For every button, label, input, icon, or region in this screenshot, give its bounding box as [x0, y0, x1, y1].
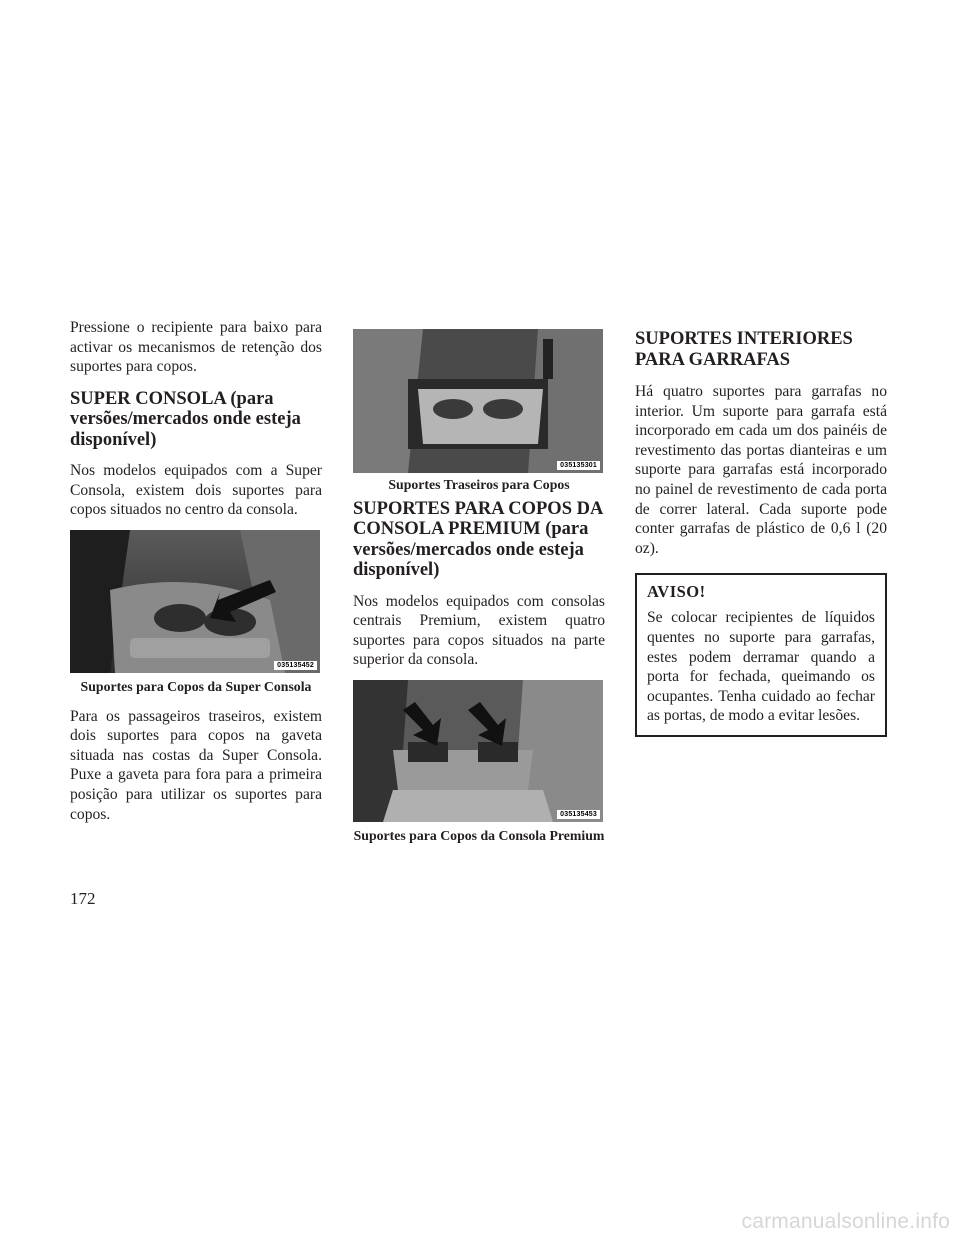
figure-caption: Suportes para Copos da Super Consola	[80, 679, 312, 695]
figure-caption: Suportes para Copos da Consola Premium	[353, 827, 605, 843]
warning-box	[635, 573, 887, 737]
figure-id-label: 035135453	[557, 810, 600, 819]
premium-console-paragraph: Nos modelos equipados com consolas centrais Premium, existem quatro suportes para copos situados na parte superior da consola.	[353, 592, 605, 669]
figure-premium-console-cupholders	[353, 680, 603, 822]
warning-text: Se colocar recipientes de líquidos quentes no suporte para garrafas, estes podem derramar quando a porta for fechada, queimando os ocupantes. Tenha cuidado ao fechar as portas, de modo a evitar lesões.	[647, 609, 875, 725]
premium-console-photo	[353, 680, 603, 822]
column-left	[70, 318, 322, 824]
section-heading-premium-console: SUPORTES PARA COPOS DA CONSOLA PREMIUM (para versões/mercados onde esteja disponível)	[353, 498, 603, 580]
figure-id-label: 035135301	[557, 461, 600, 470]
page-number: 172	[70, 889, 96, 908]
watermark: carmanualsonline.info	[741, 1210, 950, 1233]
figure-super-consola-cupholders	[70, 530, 320, 673]
super-consola-paragraph: Nos modelos equipados com a Super Consola, existem dois suportes para copos situados no centro da consola.	[70, 462, 322, 519]
warning-title: AVISO!	[647, 582, 706, 602]
column-middle	[353, 329, 605, 843]
figure-rear-cupholders	[353, 329, 603, 473]
intro-paragraph: Pressione o recipiente para baixo para activar os mecanismos de retenção dos suportes para copos.	[70, 319, 322, 376]
column-right	[635, 329, 887, 737]
console-cupholder-photo	[70, 530, 320, 673]
section-heading-super-consola: SUPER CONSOLA (para versões/mercados onde esteja disponível)	[70, 388, 301, 450]
bottle-holders-paragraph: Há quatro suportes para garrafas no interior. Um suporte para garrafa está incorporado em cada um dos painéis de revestimento das portas dianteiras e um suporte para garrafas está incorporado no painel de revestimento de cada porta de correr lateral. Cada suporte pode conter garrafas de plástico de 0,6 l (20 oz).	[635, 383, 887, 557]
rear-passenger-paragraph: Para os passageiros traseiros, existem dois suportes para copos na gaveta situada nas costas da Super Consola. Puxe a gaveta para fora para a primeira posição para utilizar os suportes para copos.	[70, 707, 322, 823]
figure-caption: Suportes Traseiros para Copos	[388, 477, 570, 492]
section-heading-bottle-holders: SUPORTES INTERIORES PARA GARRAFAS	[635, 329, 853, 370]
rear-drawer-cupholder-photo	[353, 329, 603, 473]
figure-id-label: 035135452	[274, 661, 317, 670]
